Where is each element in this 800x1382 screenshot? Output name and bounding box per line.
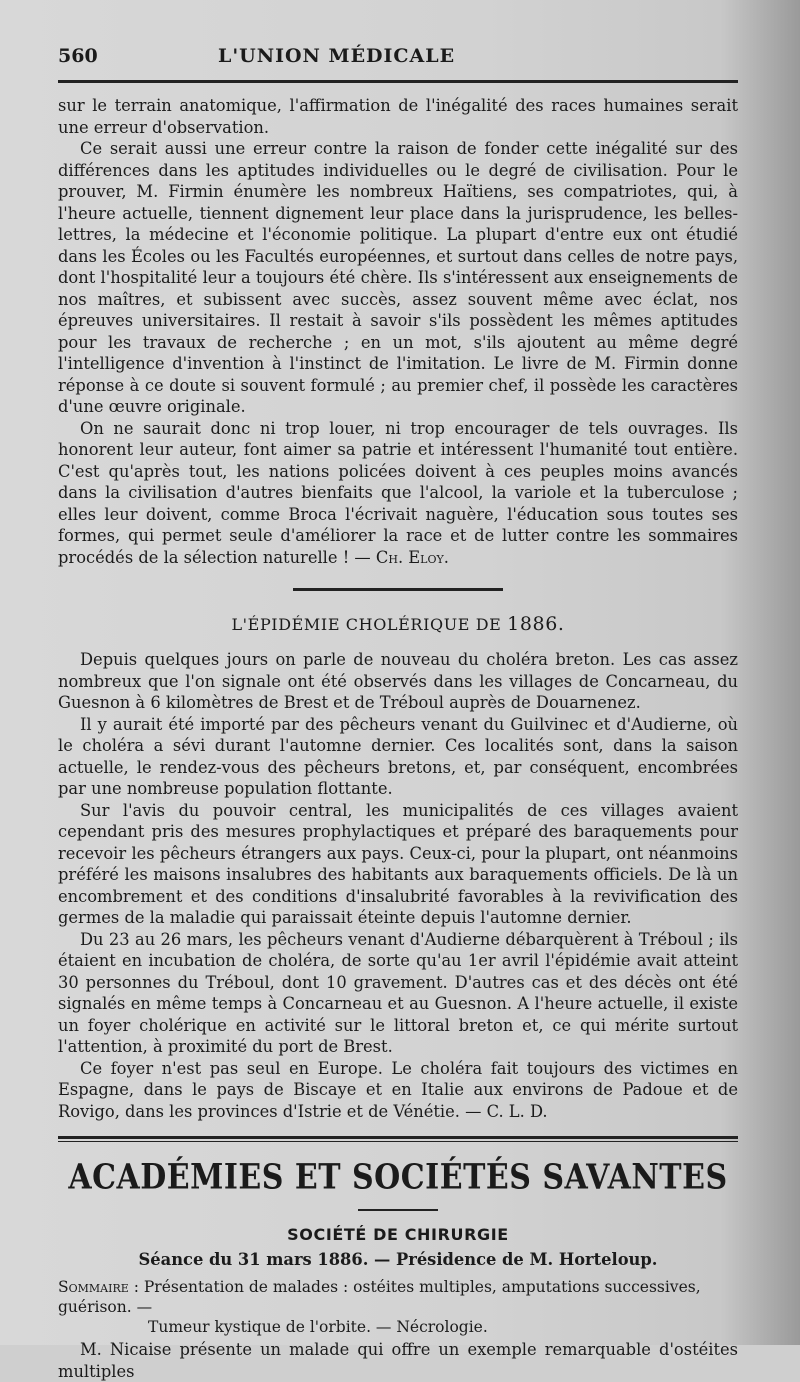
session-line: Séance du 31 mars 1886. — Présidence de M. Horteloup. [138,1250,658,1269]
heading-rule [358,1209,438,1211]
paragraph: Du 23 au 26 mars, les pêcheurs venant d'Audierne débarquèrent à Tréboul ; ils étaient en incubation de choléra, de sorte qu'au 1er avril l'épidémie avait atteint 30 personnes du Tréboul, dont 10 gravement. D'autres cas et des décès ont été signalés en même temps à Concarneau et au Guesnon. A l'heure actuelle, il existe un foyer cholérique en activité sur le littoral breton et, ce qui mérite surtout l'attention, à proximité du port de Brest. [58,929,738,1056]
article-cholera-epidemic [58,649,738,1122]
page-number: 560 [58,45,98,67]
page-content [58,45,738,1382]
paragraph: Il y aurait été importé par des pêcheurs venant du Guilvinec et d'Audierne, où le choléra a sévi durant l'automne dernier. Ces localités sont, dans la saison actuelle, le rendez-vous des pêcheurs bretons, et, par conséquent, encombrées par une nombreuse population flottante. [58,714,738,798]
section-double-rule [58,1136,738,1142]
paragraph: Sur l'avis du pouvoir central, les municipalités de ces villages avaient cependant pris des mesures prophylactiques et préparé des baraquements pour recevoir les pêcheurs étrangers aux pays. Ceux-ci, pour la plupart, ont néanmoins préféré les maisons insalubres des habitants aux baraquements officiels. De là un encombrement et des conditions d'insalubrité favorables à la revivification des germes de la maladie qui paraissait éteinte depuis l'automne dernier. [58,800,738,927]
summary-label: Sommaire : [58,1278,139,1296]
society-heading: SOCIÉTÉ DE CHIRURGIE [287,1225,509,1244]
article-title-year: 1886. [507,613,565,635]
article-title [58,613,738,635]
section-divider [293,588,503,591]
article-firmin-review [58,95,738,568]
summary-line-1 [58,1277,738,1317]
header-rule [58,80,738,83]
journal-title: L'UNION MÉDICALE [218,45,456,67]
paragraph: Ce foyer n'est pas seul en Europe. Le choléra fait toujours des victimes en Espagne, dans le pays de Biscaye et en Italie aux environs de Padoue et de Rovigo, dans les provinces d'Istrie et de Vénétie. — C. L. D. [58,1058,738,1121]
paragraph: M. Nicaise présente un malade qui offre un exemple remarquable d'ostéites multiples [58,1340,738,1381]
summary-line-2: Tumeur kystique de l'orbite. — Nécrologie. [148,1318,488,1336]
section-heading: ACADÉMIES ET SOCIÉTÉS SAVANTES [68,1157,728,1198]
paragraph: Depuis quelques jours on parle de nouveau du choléra breton. Les cas assez nombreux que l'on signale ont été observés dans les villages de Concarneau, du Guesnon à 6 kilomètres de Brest et de Tréboul auprès de Douarnenez. [58,650,738,712]
summary-text: Présentation de malades : ostéites multiples, amputations successives, guérison. — [58,1278,701,1316]
paragraph: sur le terrain anatomique, l'affirmation de l'inégalité des races humaines serait une erreur d'observation. [58,96,738,137]
paragraph [58,418,738,569]
running-head [58,45,738,79]
author-signature: Ch. Eloy. [375,547,449,567]
article-title-text: L'ÉPIDÉMIE CHOLÉRIQUE DE [231,615,502,634]
paragraph-text: On ne saurait donc ni trop louer, ni trop encourager de tels ouvrages. Ils honorent leur auteur, font aimer sa patrie et intéressent l'humanité tout entière. C'est qu'après tout, les nations policées doivent à ces peuples moins avancés dans la civilisation d'autres bienfaits que l'alcool, la variole et la tuberculose ; elles leur doivent, comme Broca l'écrivait naguère, l'éducation sous toutes ses formes, qui permet seule d'améliorer la race et de lutter contre les sommaires procédés de la sélection naturelle ! — [58,418,738,567]
paragraph: Ce serait aussi une erreur contre la raison de fonder cette inégalité sur des différences dans les aptitudes individuelles ou le degré de civilisation. Pour le prouver, M. Firmin énumère les nombreux Haïtiens, ses compatriotes, qui, à l'heure actuelle, tiennent dignement leur place dans la jurisprudence, les belles-lettres, la médecine et l'économie politique. La plupart d'entre eux ont étudié dans les Écoles ou les Facultés européennes, et surtout dans celles de notre pays, dont l'hospitalité leur a toujours été chère. Ils s'intéressent aux enseignements de nos maîtres, et subissent avec succès, assez souvent même avec éclat, nos épreuves universitaires. Il restait à savoir s'ils possèdent les mêmes aptitudes pour les travaux de recherche ; en un mot, s'ils ajoutent au même degré l'intelligence d'invention à l'instinct de l'imitation. Le livre de M. Firmin donne réponse à ce doute si souvent formulé ; au premier chef, il possède les caractères d'une œuvre originale. [58,139,738,416]
session-summary [58,1277,738,1337]
